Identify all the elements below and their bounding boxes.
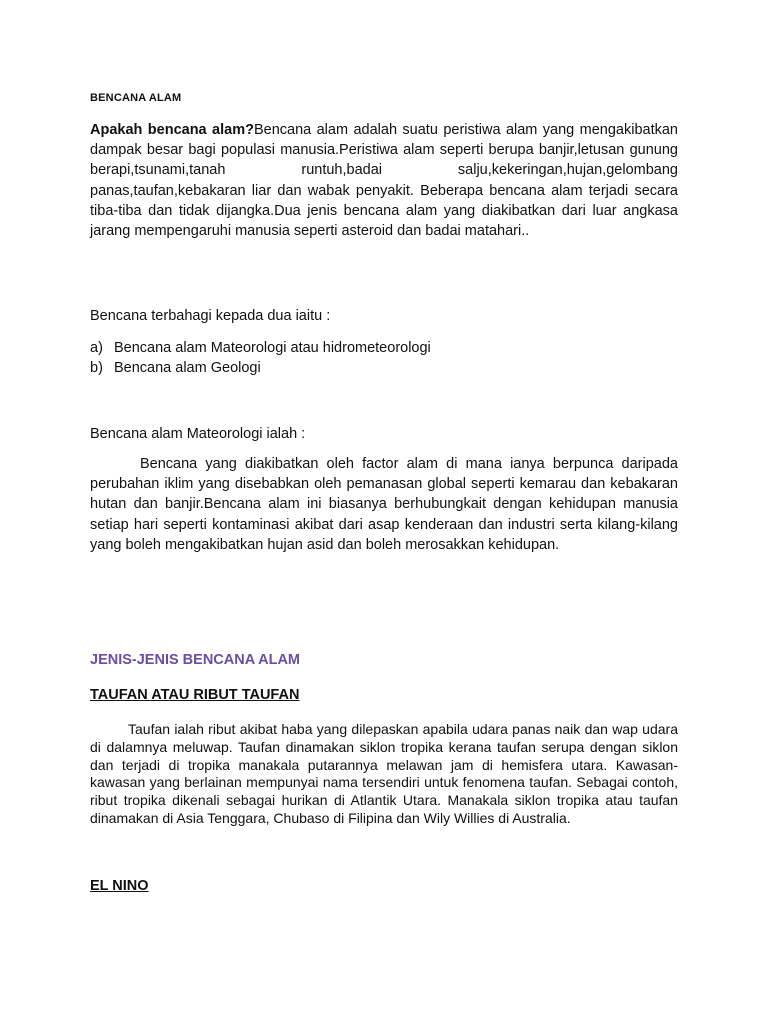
intro-text: Bencana alam adalah suatu peristiwa alam yang mengakibatkan dampak besar bagi populasi manusia.Peristiwa alam seperti berupa banjir,letusan gunung berapi,tsunami,tanah runtuh,badai salju,kekeringan,hujan,gelombang panas,taufan,kebakaran liar dan wabak penyakit. Beberapa bencana alam terjadi secara tiba-tiba dan tidak dijangka.Dua jenis bencana alam yang diakibatkan dari luar angkasa jarang mempengaruhi manusia seperti asteroid dan badai matahari..	[90, 122, 678, 240]
list-item	[90, 338, 431, 358]
types-heading: JENIS-JENIS BENCANA ALAM	[90, 652, 301, 668]
intro-lead: Apakah bencana alam?	[90, 122, 254, 138]
taufan-paragraph: Taufan ialah ribut akibat haba yang dilepaskan apabila udara panas naik dan wap udara di dalamnya meluwap. Taufan dinamakan siklon tropika kerana taufan serupa dengan siklon dan terjadi di tropika manakala putarannya melawan jam di hemisfera utara. Kawasan-kawasan yang berlainan mempunyai nama tersendiri untuk fenomena taufan. Sebagai contoh, ribut tropika dikenali sebagai hurikan di Atlantik Utara. Manakala siklon tropika atau taufan dinamakan di Asia Tenggara, Chubaso di Filipina dan Wily Willies di Australia.	[90, 721, 678, 826]
list-marker: b)	[90, 360, 103, 377]
document-title: BENCANA ALAM	[90, 92, 182, 104]
list-marker: a)	[90, 340, 103, 356]
taufan-heading: TAUFAN ATAU RIBUT TAUFAN	[90, 687, 300, 703]
division-intro: Bencana terbahagi kepada dua iaitu :	[90, 308, 331, 324]
elnino-heading: EL NINO	[90, 878, 149, 894]
list-item	[90, 358, 431, 378]
meteorology-paragraph: Bencana yang diakibatkan oleh factor alam di mana ianya berpunca daripada perubahan iklim yang disebabkan oleh pemanasan global seperti kemarau dan kebakaran hutan dan banjir.Bencana alam ini biasanya berhubungkait dengan kehidupan manusia setiap hari seperti kontaminasi akibat dari asap kenderaan dan industri serta kilang-kilang yang boleh mengakibatkan hujan asid dan boleh merosakkan kehidupan.	[90, 456, 678, 553]
meteorology-intro: Bencana alam Mateorologi ialah :	[90, 426, 306, 442]
division-list	[90, 338, 431, 378]
intro-paragraph	[90, 120, 678, 241]
list-item-text: Bencana alam Mateorologi atau hidrometeorologi	[114, 340, 431, 356]
list-item-text: Bencana alam Geologi	[114, 360, 261, 377]
